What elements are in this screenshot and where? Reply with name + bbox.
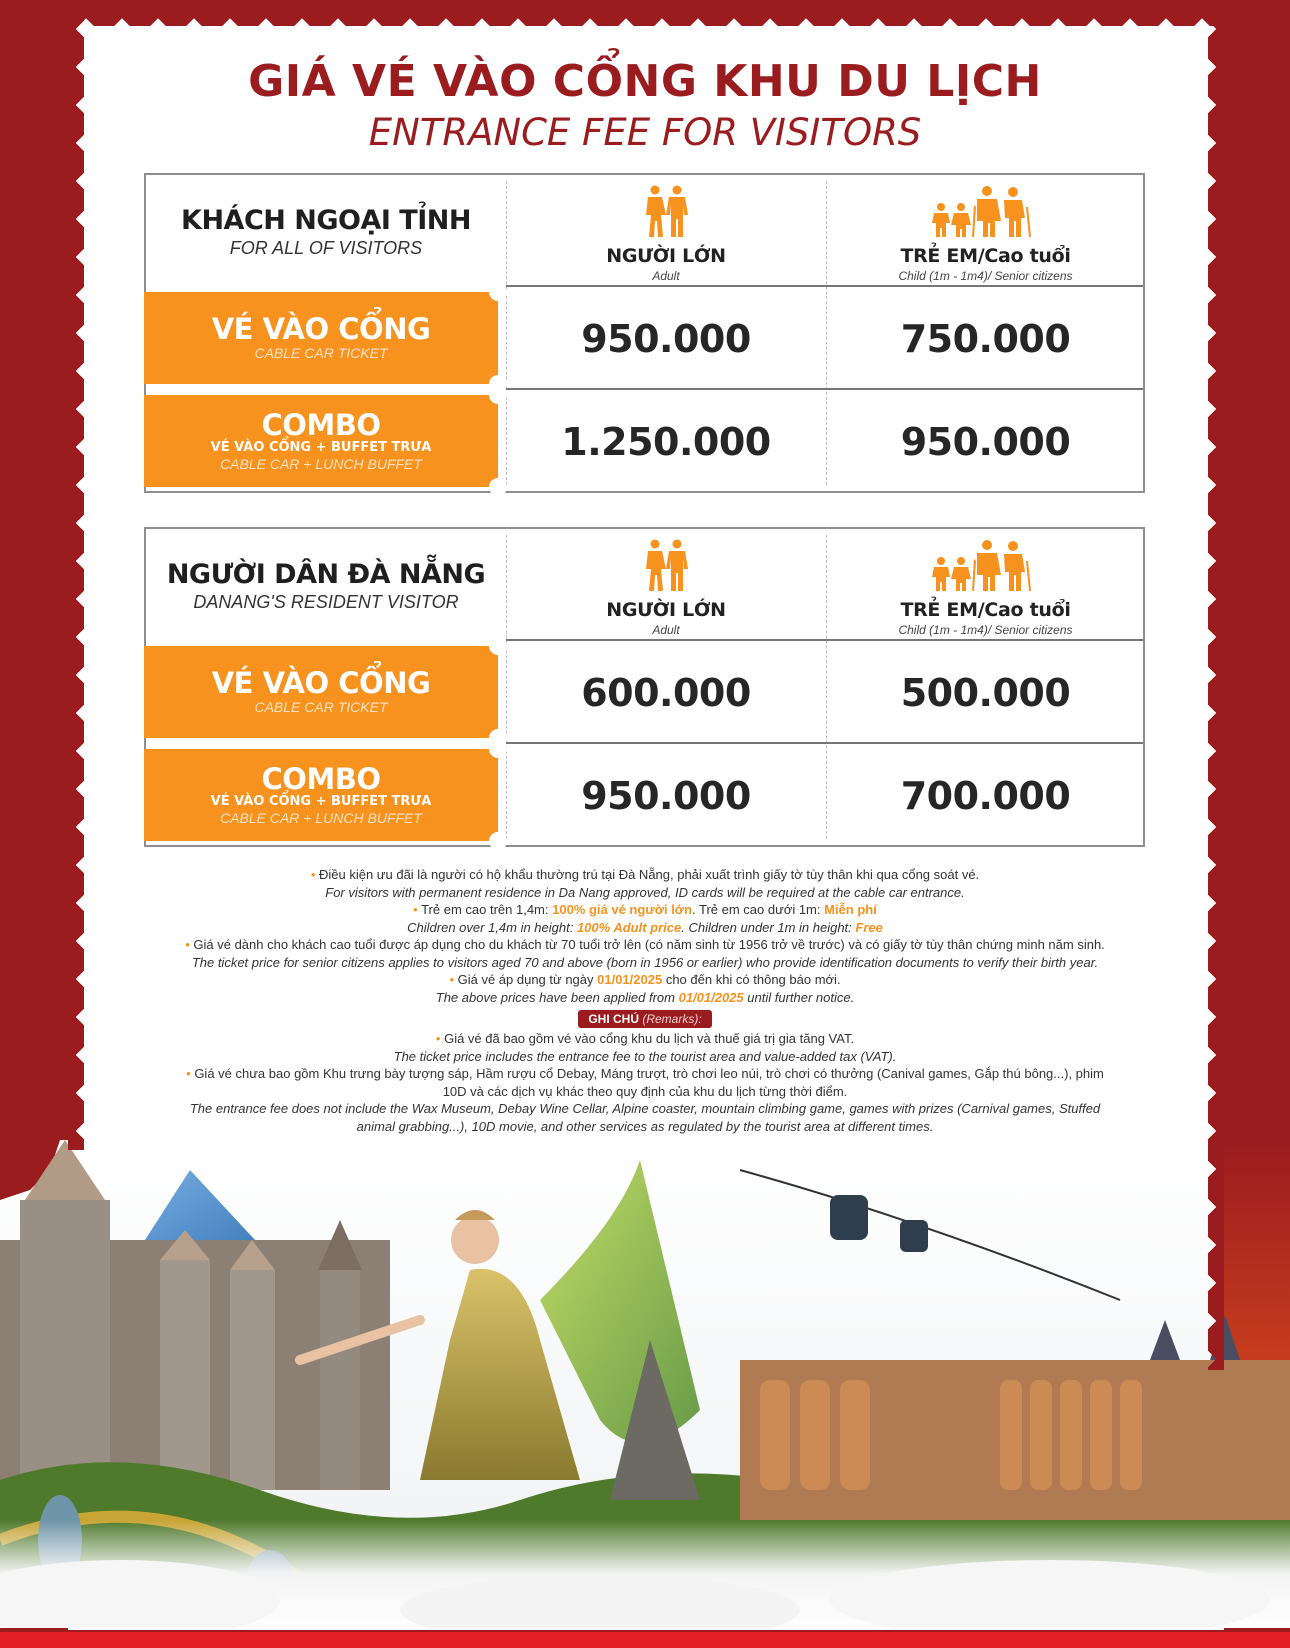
bullet-icon: • [435, 1031, 445, 1046]
price-child-senior: 700.000 [900, 773, 1071, 818]
remark-vat-vi: • Giá vé đã bao gồm vé vào cổng khu du lịch và thuế giá trị gia tăng VAT. [435, 1031, 855, 1046]
collage-illustration [0, 1140, 1290, 1628]
bullet-icon: • [186, 1066, 195, 1081]
ticket-label-title: VÉ VÀO CỔNG [211, 666, 431, 701]
ticket-label-combo [144, 749, 498, 841]
table-header-row [146, 529, 1143, 641]
visitor-group-title: NGƯỜI DÂN ĐÀ NẴNG [166, 559, 486, 590]
column-sublabel-adult: Adult [652, 269, 680, 283]
condition-child-height-vi: • Trẻ em cao trên 1,4m: 100% giá vé người lớn. Trẻ em cao dưới 1m: Miễn phí [413, 902, 877, 917]
bullet-icon: • [310, 867, 319, 882]
column-label-adult: NGƯỜI LỚN [606, 599, 726, 621]
price-adult: 1.250.000 [561, 419, 771, 464]
ticket-label-title: VÉ VÀO CỔNG [211, 312, 431, 347]
family-seniors-icon [826, 183, 1145, 239]
page-title-block [0, 56, 1290, 154]
ticket-label-english: CABLE CAR + LUNCH BUFFET [220, 455, 422, 472]
condition-effective-date-en: The above prices have been applied from 01/01/2025 until further notice. [435, 989, 855, 1005]
page-subtitle: ENTRANCE FEE FOR VISITORS [368, 111, 922, 154]
visitor-group-subtitle: DANANG'S RESIDENT VISITOR [193, 592, 459, 612]
column-sublabel-child-senior: Child (1m - 1m4)/ Senior citizens [898, 269, 1073, 283]
condition-residency-vi: • Điều kiện ưu đãi là người có hộ khẩu thường trú tại Đà Nẵng, phải xuất trình giấy tờ tùy thân khi qua cổng soát vé. [310, 867, 980, 882]
bullet-icon: • [185, 937, 194, 952]
column-label-child-senior: TRẺ EM/Cao tuổi [900, 245, 1071, 267]
table-row [146, 287, 1143, 390]
column-header-child-senior [826, 175, 1145, 287]
remark-exclusions-en-cont: animal grabbing...), 10D movie, and other services as regulated by the tourist area at different times. [356, 1118, 934, 1134]
visitor-group-cell [146, 529, 506, 641]
table-header-row [146, 175, 1143, 287]
ticket-label-combo [144, 395, 498, 487]
table-row [146, 390, 1143, 493]
visitor-group-title: KHÁCH NGOẠI TỈNH [181, 205, 471, 236]
condition-senior-vi: • Giá vé dành cho khách cao tuổi được áp dụng cho du khách từ 70 tuổi trở lên (có năm sinh từ 1956 trở về trước) và có giấy tờ tùy thân chứng minh năm sinh. [185, 937, 1105, 952]
column-sublabel-child-senior: Child (1m - 1m4)/ Senior citizens [898, 623, 1073, 637]
ticket-label-title: COMBO [261, 761, 381, 796]
column-label-child-senior: TRẺ EM/Cao tuổi [900, 599, 1071, 621]
bottom-red-bar [0, 1632, 1290, 1648]
remark-exclusions-vi: • Giá vé chưa bao gồm Khu trưng bày tượng sáp, Hầm rượu cổ Debay, Máng trượt, trò chơi leo núi, trò chơi có thưởng (Canival games, Gắp thú bông...), phim [186, 1066, 1104, 1081]
ticket-label-english: CABLE CAR + LUNCH BUFFET [220, 809, 422, 826]
price-adult: 600.000 [581, 670, 751, 715]
bullet-icon: • [413, 902, 422, 917]
condition-effective-date-vi: • Giá vé áp dụng từ ngày 01/01/2025 cho đến khi có thông báo mới. [449, 972, 841, 987]
ticket-label-entrance [144, 292, 498, 384]
adult-couple-icon [506, 537, 826, 593]
column-header-adult [506, 529, 826, 641]
ticket-label-english: CABLE CAR TICKET [254, 698, 388, 715]
column-header-child-senior [826, 529, 1145, 641]
condition-senior-en: The ticket price for senior citizens applies to visitors aged 70 and above (born in 1956 or earlier) who provide identification documents to verify their birth year. [191, 954, 1099, 970]
price-child-senior: 500.000 [900, 670, 1071, 715]
remark-exclusions-vi-cont: 10D và các dịch vụ khác theo quy định của khu du lịch từng thời điểm. [442, 1083, 848, 1099]
conditions-notes [100, 866, 1190, 1135]
zigzag-border-left [68, 10, 84, 1150]
ticket-label-english: CABLE CAR TICKET [254, 344, 388, 361]
remark-exclusions-en: The entrance fee does not include the Wax Museum, Debay Wine Cellar, Alpine coaster, mountain climbing game, games with prizes (Carnival games, Stuffed [189, 1101, 1101, 1116]
ticket-label-vietnamese: VÉ VÀO CỔNG + BUFFET TRƯA [210, 440, 432, 456]
table-row [146, 744, 1143, 847]
price-adult: 950.000 [581, 773, 751, 818]
fee-table-non-resident [144, 173, 1145, 493]
ticket-label-entrance [144, 646, 498, 738]
visitor-group-cell [146, 175, 506, 287]
table-row [146, 641, 1143, 744]
remarks-badge: GHI CHÚ (Remarks): [578, 1010, 711, 1028]
price-child-senior: 750.000 [900, 316, 1071, 361]
bana-hills-collage-image [0, 1140, 1290, 1628]
visitor-group-subtitle: FOR ALL OF VISITORS [229, 238, 423, 258]
remark-vat-en: The ticket price includes the entrance fee to the tourist area and value-added tax (VAT). [393, 1048, 897, 1064]
condition-child-height-en: Children over 1,4m in height: 100% Adult price. Children under 1m in height: Free [407, 919, 883, 935]
column-label-adult: NGƯỜI LỚN [606, 245, 726, 267]
zigzag-border-right [1208, 10, 1224, 1370]
column-header-adult [506, 175, 826, 287]
family-seniors-icon [826, 537, 1145, 593]
ticket-label-vietnamese: VÉ VÀO CỔNG + BUFFET TRƯA [210, 794, 432, 810]
price-child-senior: 950.000 [900, 419, 1071, 464]
zigzag-border-top [68, 10, 1224, 26]
price-adult: 950.000 [581, 316, 751, 361]
ticket-label-title: COMBO [261, 407, 381, 442]
adult-couple-icon [506, 183, 826, 239]
condition-residency-en: For visitors with permanent residence in Da Nang approved, ID cards will be required at the cable car entrance. [325, 884, 965, 900]
bullet-icon: • [449, 972, 458, 987]
column-sublabel-adult: Adult [652, 623, 680, 637]
fee-table-danang-resident [144, 527, 1145, 847]
page-title: GIÁ VÉ VÀO CỔNG KHU DU LỊCH [248, 56, 1042, 107]
